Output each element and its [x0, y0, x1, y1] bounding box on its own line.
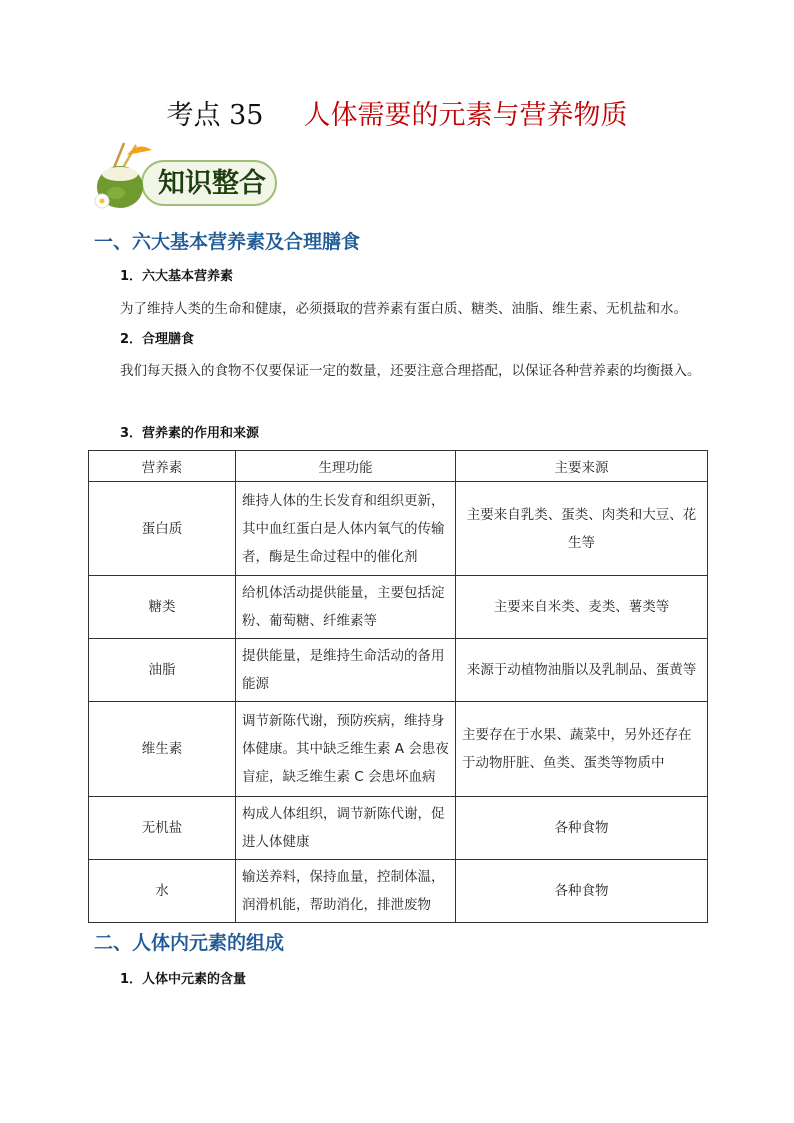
cell-function: 提供能量，是维持生命活动的备用能源: [236, 639, 456, 702]
cell-nutrient: 水: [89, 860, 236, 923]
header-function: 生理功能: [236, 451, 456, 482]
table-row: [89, 639, 708, 702]
cell-function: 构成人体组织，调节新陈代谢，促进人体健康: [236, 797, 456, 860]
cell-source: 各种食物: [456, 860, 708, 923]
table-row: [89, 576, 708, 639]
header-source: 主要来源: [456, 451, 708, 482]
table-row: [89, 860, 708, 923]
header-nutrient: 营养素: [89, 451, 236, 482]
cell-source: 主要存在于水果、蔬菜中，另外还存在于动物肝脏、鱼类、蛋类等物质中: [456, 702, 708, 797]
cell-function: 给机体活动提供能量，主要包括淀粉、葡萄糖、纤维素等: [236, 576, 456, 639]
cell-source: 主要来自米类、麦类、薯类等: [456, 576, 708, 639]
subheading-balanced-diet: 2．合理膳食: [120, 332, 195, 347]
cell-source: 各种食物: [456, 797, 708, 860]
topic-number: 考点 35: [166, 100, 264, 131]
paragraph-balanced-diet: 我们每天摄入的食物不仅要保证一定的数量，还要注意合理搭配，以保证各种营养素的均衡摄入。: [120, 363, 701, 379]
table-row: [89, 482, 708, 576]
table-row: [89, 702, 708, 797]
cell-nutrient: 油脂: [89, 639, 236, 702]
cell-source: 来源于动植物油脂以及乳制品、蛋黄等: [456, 639, 708, 702]
cell-source: 主要来自乳类、蛋类、肉类和大豆、花生等: [456, 482, 708, 576]
cell-function: 输送养料，保持血量，控制体温，润滑机能，帮助消化，排泄废物: [236, 860, 456, 923]
subheading-six-nutrients: 1．六大基本营养素: [120, 269, 234, 284]
umbrella-icon: [127, 146, 152, 155]
page-title: [0, 96, 794, 136]
cell-nutrient: 无机盐: [89, 797, 236, 860]
paragraph-six-nutrients: 为了维持人类的生命和健康，必须摄取的营养素有蛋白质、糖类、油脂、维生素、无机盐和水。: [120, 301, 687, 317]
nutrient-table: [88, 450, 708, 923]
cell-function: 维持人体的生长发育和组织更新，其中血红蛋白是人体内氧气的传输者，酶是生命过程中的催化剂: [236, 482, 456, 576]
cell-function: 调节新陈代谢，预防疾病，维持身体健康。其中缺乏维生素 A 会患夜盲症，缺乏维生素 C 会患坏血病: [236, 702, 456, 797]
section-heading-nutrients: 一、六大基本营养素及合理膳食: [94, 231, 361, 253]
badge-label: 知识整合: [158, 168, 266, 199]
cell-nutrient: 维生素: [89, 702, 236, 797]
cell-nutrient: 糖类: [89, 576, 236, 639]
knowledge-badge: [94, 141, 279, 213]
subheading-nutrient-roles: 3．营养素的作用和来源: [120, 426, 260, 441]
cell-nutrient: 蛋白质: [89, 482, 236, 576]
table-header-row: [89, 451, 708, 482]
topic-title: 人体需要的元素与营养物质: [303, 100, 628, 131]
section-heading-elements: 二、人体内元素的组成: [94, 932, 285, 954]
table-row: [89, 797, 708, 860]
subheading-element-content: 1．人体中元素的含量: [120, 972, 247, 987]
